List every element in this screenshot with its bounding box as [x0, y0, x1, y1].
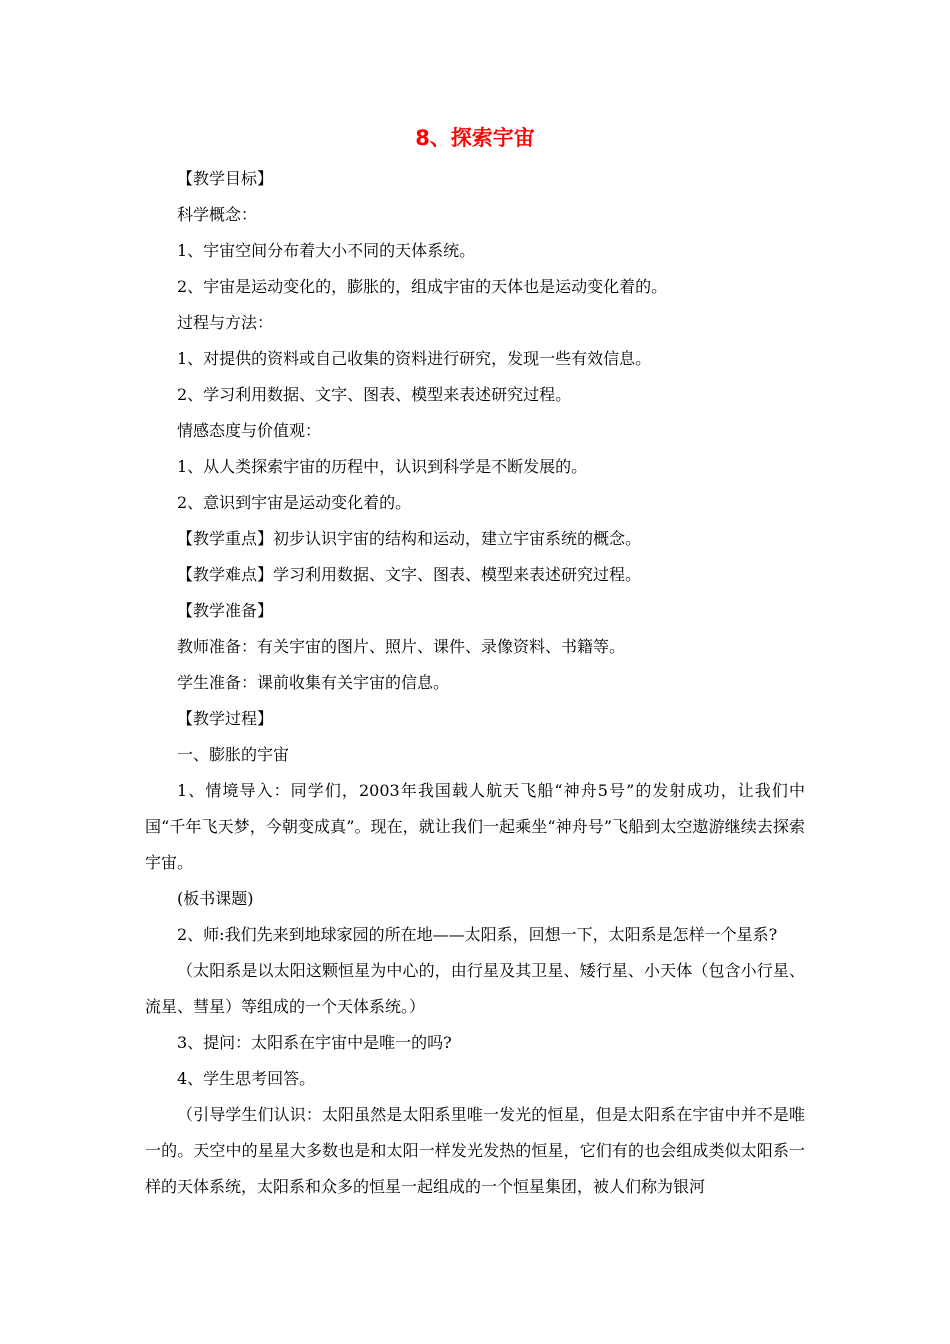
paragraph: （太阳系是以太阳这颗恒星为中心的，由行星及其卫星、矮行星、小天体（包含小行星、流星、彗星）等组成的一个天体系统。）: [145, 961, 805, 1016]
paragraph: 4、学生思考回答。: [177, 1069, 316, 1088]
paragraph: 2、学习利用数据、文字、图表、模型来表述研究过程。: [177, 385, 572, 404]
paragraph: 2、宇宙是运动变化的，膨胀的，组成宇宙的天体也是运动变化着的。: [177, 277, 668, 296]
section-heading-process: 【教学过程】: [177, 709, 274, 728]
document-body: [145, 161, 805, 1205]
section-heading-preparation: 【教学准备】: [177, 601, 274, 620]
section-heading-objectives: 【教学目标】: [177, 169, 274, 188]
paragraph: (板书课题): [177, 889, 254, 908]
paragraph: 3、提问：太阳系在宇宙中是唯一的吗?: [177, 1033, 452, 1052]
difficult-point: 【教学难点】学习利用数据、文字、图表、模型来表述研究过程。: [177, 565, 642, 584]
subheading-expanding-universe: 一、膨胀的宇宙: [177, 745, 290, 764]
paragraph: 1、情境导入：同学们，2003年我国载人航天飞船“神舟5号”的发射成功，让我们中国“千年飞天梦，今朝变成真”。现在，就让我们一起乘坐“神舟号”飞船到太空遨游继续去探索宇宙。: [145, 781, 805, 872]
paragraph: 教师准备：有关宇宙的图片、照片、课件、录像资料、书籍等。: [177, 637, 626, 656]
paragraph: 1、宇宙空间分布着大小不同的天体系统。: [177, 241, 476, 260]
paragraph: 学生准备：课前收集有关宇宙的信息。: [177, 673, 450, 692]
document-title: 8、探索宇宙: [415, 126, 535, 150]
subheading-methods: 过程与方法：: [177, 313, 274, 332]
paragraph: 2、师:我们先来到地球家园的所在地——太阳系，回想一下，太阳系是怎样一个星系?: [177, 925, 778, 944]
key-point: 【教学重点】初步认识宇宙的结构和运动，建立宇宙系统的概念。: [177, 529, 642, 548]
paragraph: 1、从人类探索宇宙的历程中，认识到科学是不断发展的。: [177, 457, 588, 476]
paragraph: 2、意识到宇宙是运动变化着的。: [177, 493, 412, 512]
paragraph: 1、对提供的资料或自己收集的资料进行研究，发现一些有效信息。: [177, 349, 652, 368]
subheading-concepts: 科学概念：: [177, 205, 258, 224]
subheading-values: 情感态度与价值观：: [177, 421, 322, 440]
paragraph: （引导学生们认识：太阳虽然是太阳系里唯一发光的恒星，但是太阳系在宇宙中并不是唯一的。天空中的星星大多数也是和太阳一样发光发热的恒星，它们有的也会组成类似太阳系一样的天体系统，太阳系和众多的恒星一起组成的一个恒星集团，被人们称为银河: [145, 1105, 805, 1196]
